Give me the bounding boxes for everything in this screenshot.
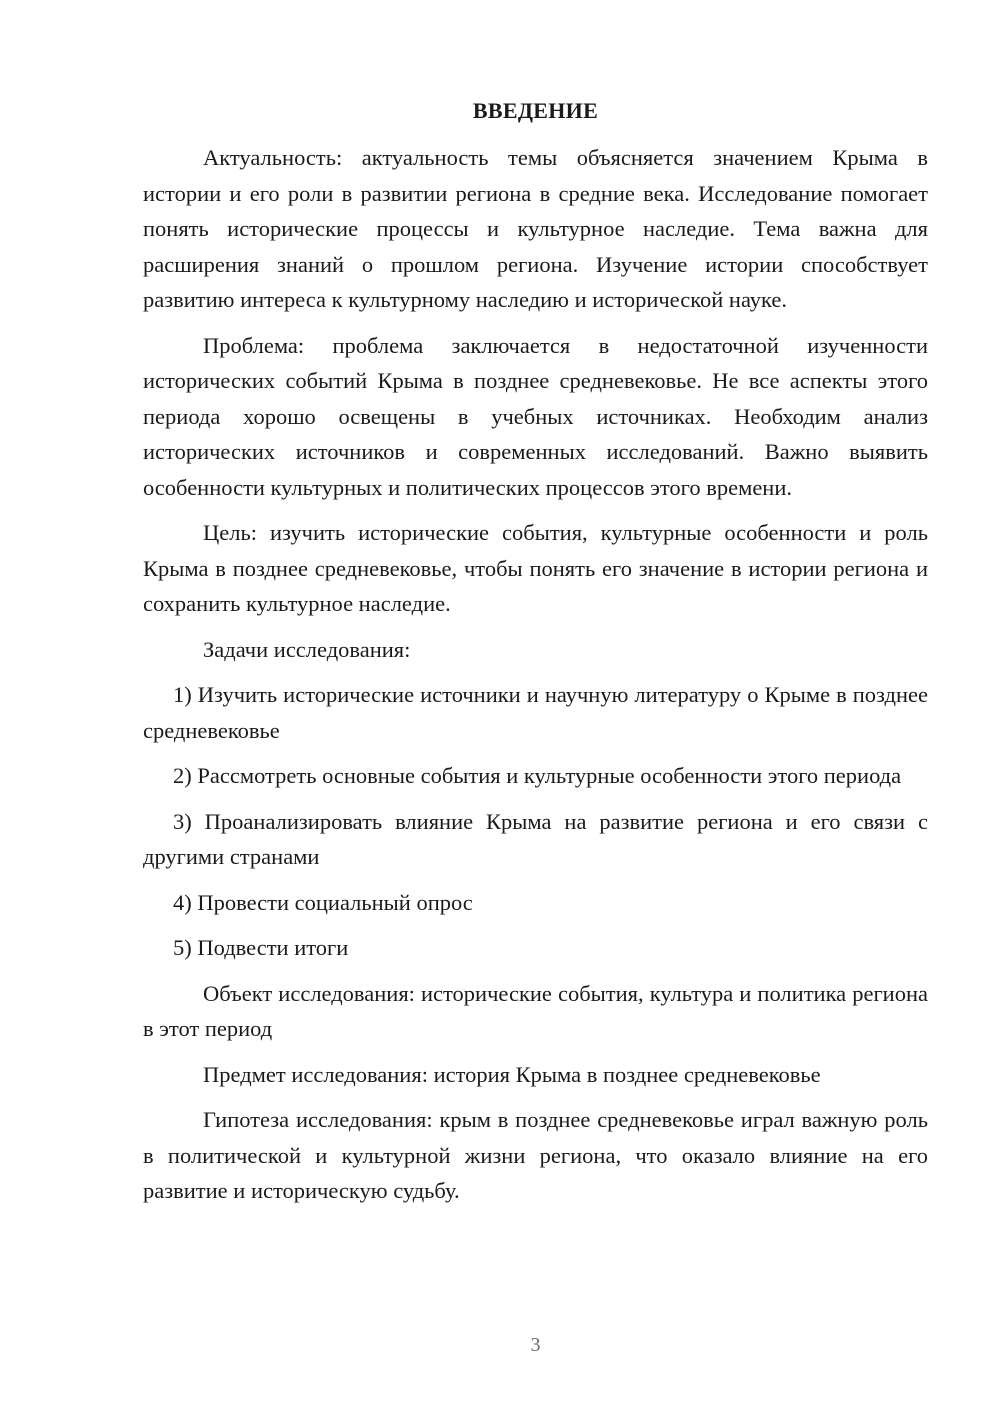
page-title: ВВЕДЕНИЕ (472, 98, 599, 123)
task-item-3: 3) Проанализировать влияние Крыма на развитие региона и его связи с другими странами (143, 808, 928, 869)
task-item-4: 4) Провести социальный опрос (173, 889, 473, 915)
subject-paragraph: Предмет исследования: история Крыма в позднее средневековье (203, 1061, 821, 1087)
problem-paragraph: Проблема: проблема заключается в недостаточной изученности исторических событий Крыма в позднее средневековье. Не все аспекты этого периода хорошо освещены в учебных источниках. Необходим анализ исторических источников и современных исследований. Важно выявить особенности культурных и политических процессов этого времени. (143, 332, 928, 500)
task-item-1: 1) Изучить исторические источники и научную литературу о Крыме в позднее средневековье (143, 682, 928, 743)
object-paragraph: Объект исследования: исторические события, культура и политика региона в этот период (143, 980, 928, 1041)
task-item-5: 5) Подвести итоги (173, 935, 349, 960)
relevance-paragraph: Актуальность: актуальность темы объясняется значением Крыма в истории и его роли в развитии региона в средние века. Исследование помогает понять исторические процессы и культурное наследие. Тема важна для расширения знаний о прошлом региона. Изучение истории способствует развитию интереса к культурному наследию и исторической науке. (143, 145, 928, 312)
hypothesis-paragraph: Гипотеза исследования: крым в позднее средневековье играл важную роль в политической и культурной жизни региона, что оказало влияние на его развитие и историческую судьбу. (143, 1107, 928, 1203)
goal-paragraph: Цель: изучить исторические события, культурные особенности и роль Крыма в позднее средневековье, чтобы понять его значение в истории региона и сохранить культурное наследие. (143, 520, 928, 616)
task-item-2: 2) Рассмотреть основные события и культурные особенности этого периода (173, 763, 902, 788)
document-page (143, 94, 928, 1219)
page-number: 3 (530, 1334, 541, 1356)
tasks-heading: Задачи исследования: (203, 636, 411, 662)
